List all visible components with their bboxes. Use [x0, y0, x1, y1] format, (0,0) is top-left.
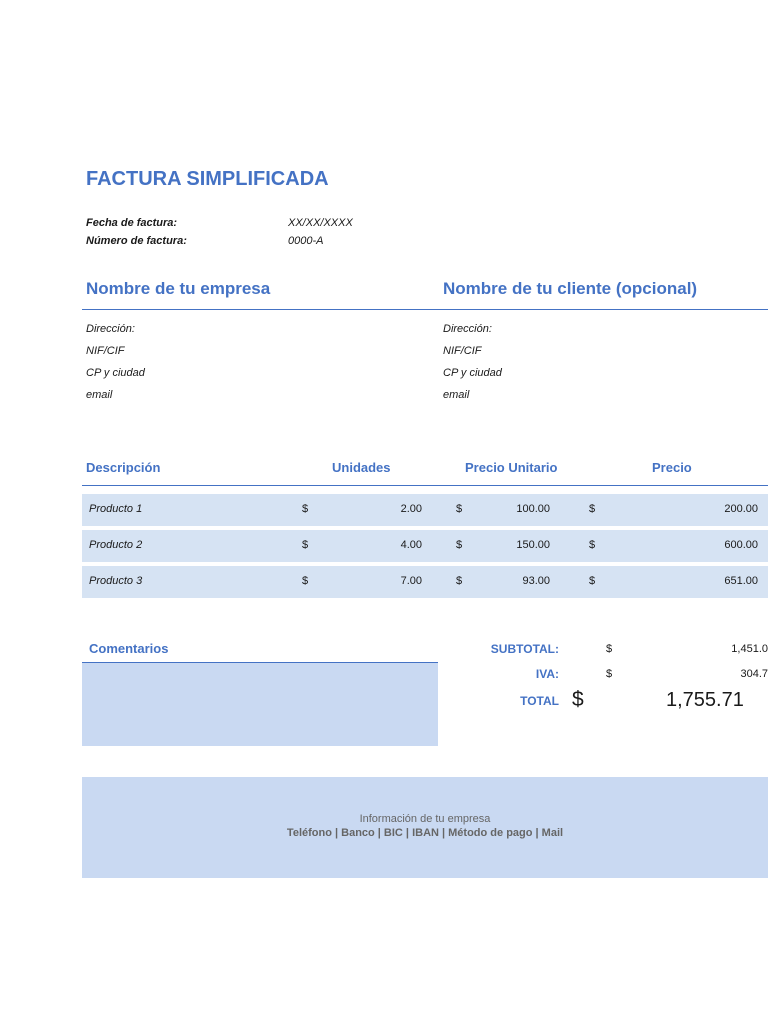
row-price-currency: $ — [589, 503, 596, 515]
invoice-number-value: 0000-A — [288, 235, 324, 247]
company-email: email — [86, 389, 113, 401]
table-row — [82, 530, 768, 562]
client-city: CP y ciudad — [443, 367, 502, 379]
client-email: email — [443, 389, 470, 401]
row-description: Producto 1 — [89, 503, 143, 515]
row-price: 600.00 — [724, 539, 758, 551]
iva-currency: $ — [606, 668, 613, 680]
invoice-date-value: XX/XX/XXXX — [288, 217, 353, 229]
row-units-currency: $ — [302, 503, 309, 515]
header-units: Unidades — [332, 460, 391, 475]
company-name: Nombre de tu empresa — [86, 279, 271, 298]
invoice-number-label: Número de factura: — [86, 235, 187, 247]
row-price: 651.00 — [724, 575, 758, 587]
page-title: FACTURA SIMPLIFICADA — [86, 168, 329, 190]
client-name: Nombre de tu cliente (opcional) — [443, 279, 698, 298]
row-description: Producto 3 — [89, 575, 143, 587]
total-currency: $ — [572, 688, 584, 711]
row-unit-price: 100.00 — [516, 503, 550, 515]
row-units: 7.00 — [400, 575, 422, 587]
subtotal-value: 1,451.0 — [731, 643, 768, 655]
row-units: 4.00 — [400, 539, 422, 551]
iva-label: IVA: — [535, 667, 559, 681]
row-unit-price-currency: $ — [456, 575, 463, 587]
row-unit-price: 93.00 — [522, 575, 550, 587]
parties-divider — [82, 309, 768, 310]
total-label: TOTAL — [520, 694, 559, 708]
client-address: Dirección: — [443, 323, 492, 335]
row-description: Producto 2 — [89, 539, 143, 551]
comments-label: Comentarios — [89, 641, 169, 656]
row-units: 2.00 — [400, 503, 422, 515]
total-value: 1,755.71 — [666, 689, 744, 711]
client-nif: NIF/CIF — [443, 345, 482, 357]
row-units-currency: $ — [302, 539, 309, 551]
row-price-currency: $ — [589, 575, 596, 587]
row-units-currency: $ — [302, 575, 309, 587]
subtotal-currency: $ — [606, 643, 613, 655]
comments-box[interactable] — [82, 662, 438, 746]
row-unit-price-currency: $ — [456, 503, 463, 515]
row-unit-price: 150.00 — [516, 539, 550, 551]
company-nif: NIF/CIF — [86, 345, 125, 357]
row-unit-price-currency: $ — [456, 539, 463, 551]
header-description: Descripción — [86, 460, 161, 475]
footer-contact-line: Teléfono | Banco | BIC | IBAN | Método de pago | Mail — [286, 827, 564, 839]
row-price: 200.00 — [724, 503, 758, 515]
row-price-currency: $ — [589, 539, 596, 551]
table-header-divider — [82, 485, 768, 486]
iva-value: 304.7 — [740, 668, 768, 680]
invoice-date-label: Fecha de factura: — [86, 217, 178, 229]
footer — [82, 777, 768, 878]
company-address: Dirección: — [86, 323, 135, 335]
footer-company-info: Información de tu empresa — [359, 813, 491, 825]
subtotal-label: SUBTOTAL: — [490, 642, 559, 656]
company-city: CP y ciudad — [86, 367, 145, 379]
header-unit-price: Precio Unitario — [465, 460, 558, 475]
header-price: Precio — [652, 460, 692, 475]
table-row — [82, 566, 768, 598]
table-row — [82, 494, 768, 526]
